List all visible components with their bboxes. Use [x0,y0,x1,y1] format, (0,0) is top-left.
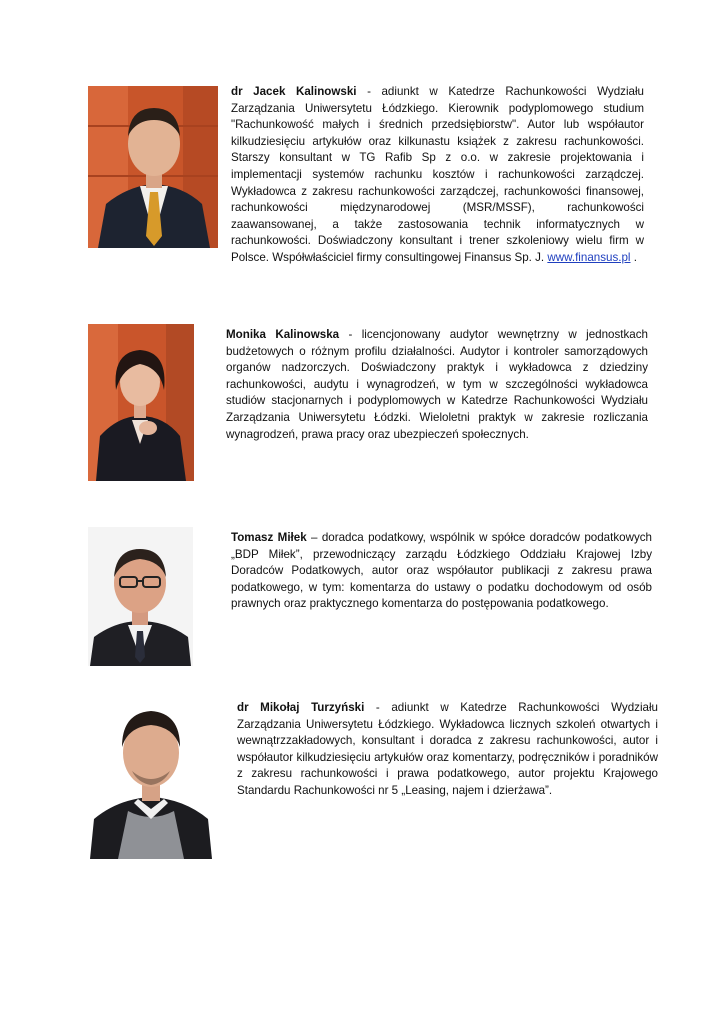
bio-text: - adiunkt w Katedrze Rachunkowości Wydziału Zarządzania Uniwersytetu Łódzkiego. Wykładowca licznych szkoleń otwartych i wewnątrzzakładowych, konsultant i doradca z zakresu rachunkowości, autor i współautor kilkudziesięciu artykułów oraz komentarzy, podręczników i poradników z zakresu rachunkowości i prawa podatkowego, autor projektu Krajowego Standardu Rachunkowości nr 5 „Leasing, najem i dzierżawa”. [237,701,658,797]
portrait-photo-jacek-kalinowski [88,86,218,248]
bio-text: - licencjonowany audytor wewnętrzny w jednostkach budżetowych o różnym profilu działalności. Audytor i kontroler samorządowych organów nadzorczych. Doświadczony praktyk i wykładowca z dziedziny rachunkowości, audytu i wynagrodzeń, w tym w szczególności wykładowca studiów stacjonarnych i podyplomowych w Katedrze Rachunkowości Wydziału Zarządzania Uniwersytetu Łódzki. Wieloletni praktyk w zakresie rozliczania wynagrodzeń, prawa pracy oraz ubezpieczeń społecznych. [226,328,648,441]
bio-jacek-kalinowski [231,84,644,267]
website-link[interactable]: www.finansus.pl [547,250,631,264]
bio-monika-kalinowska [226,327,648,443]
bio-mikolaj-turzynski [237,700,658,800]
portrait-photo-tomasz-milek [88,527,193,666]
person-name: dr Mikołaj Turzyński [237,701,365,714]
person-name: Tomasz Miłek [231,531,307,544]
bio-text: – doradca podatkowy, wspólnik w spółce doradców podatkowych „BDP Miłek”, przewodniczący zarządu Łódzkiego Oddziału Krajowej Izby Doradców Podatkowych, autor oraz współautor publikacji z zakresu prawa podatkowego, w tym: komentarza do ustawy o podatku dochodowym od osób prawnych oraz praktycznego komentarza do postępowania podatkowego. [231,531,652,611]
person-name: Monika Kalinowska [226,328,340,341]
bio-text-end: . [630,250,637,264]
bio-tomasz-milek [231,530,652,613]
portrait-photo-monika-kalinowska [88,324,194,481]
portrait-photo-mikolaj-turzynski [88,691,214,859]
bio-text: - adiunkt w Katedrze Rachunkowości Wydziału Zarządzania Uniwersytetu Łódzkiego. Kierownik podyplomowego studium "Rachunkowość małych i średnich przedsiębiorstw". Autor lub współautor kilkudziesięciu artykułów oraz kilkunastu książek z zakresu rachunkowości. Starszy konsultant w TG Rafib Sp z o.o. w zakresie projektowania i implementacji systemów rachunku kosztów i rachunkowości zarządczej. Wykładowca z zakresu rachunkowości zarządczej, rachunkowości finansowej, rachunkowości międzynarodowej (MSR/MSSF), rachunkowości zaawansowanej, a także zastosowania technik informatycznych w rachunkowości. Doświadczony konsultant i trener szkoleniowy wielu firm w Polsce. Współwłaściciel firmy consultingowej Finansus Sp. J. [231,85,644,264]
person-name: dr Jacek Kalinowski [231,85,357,98]
